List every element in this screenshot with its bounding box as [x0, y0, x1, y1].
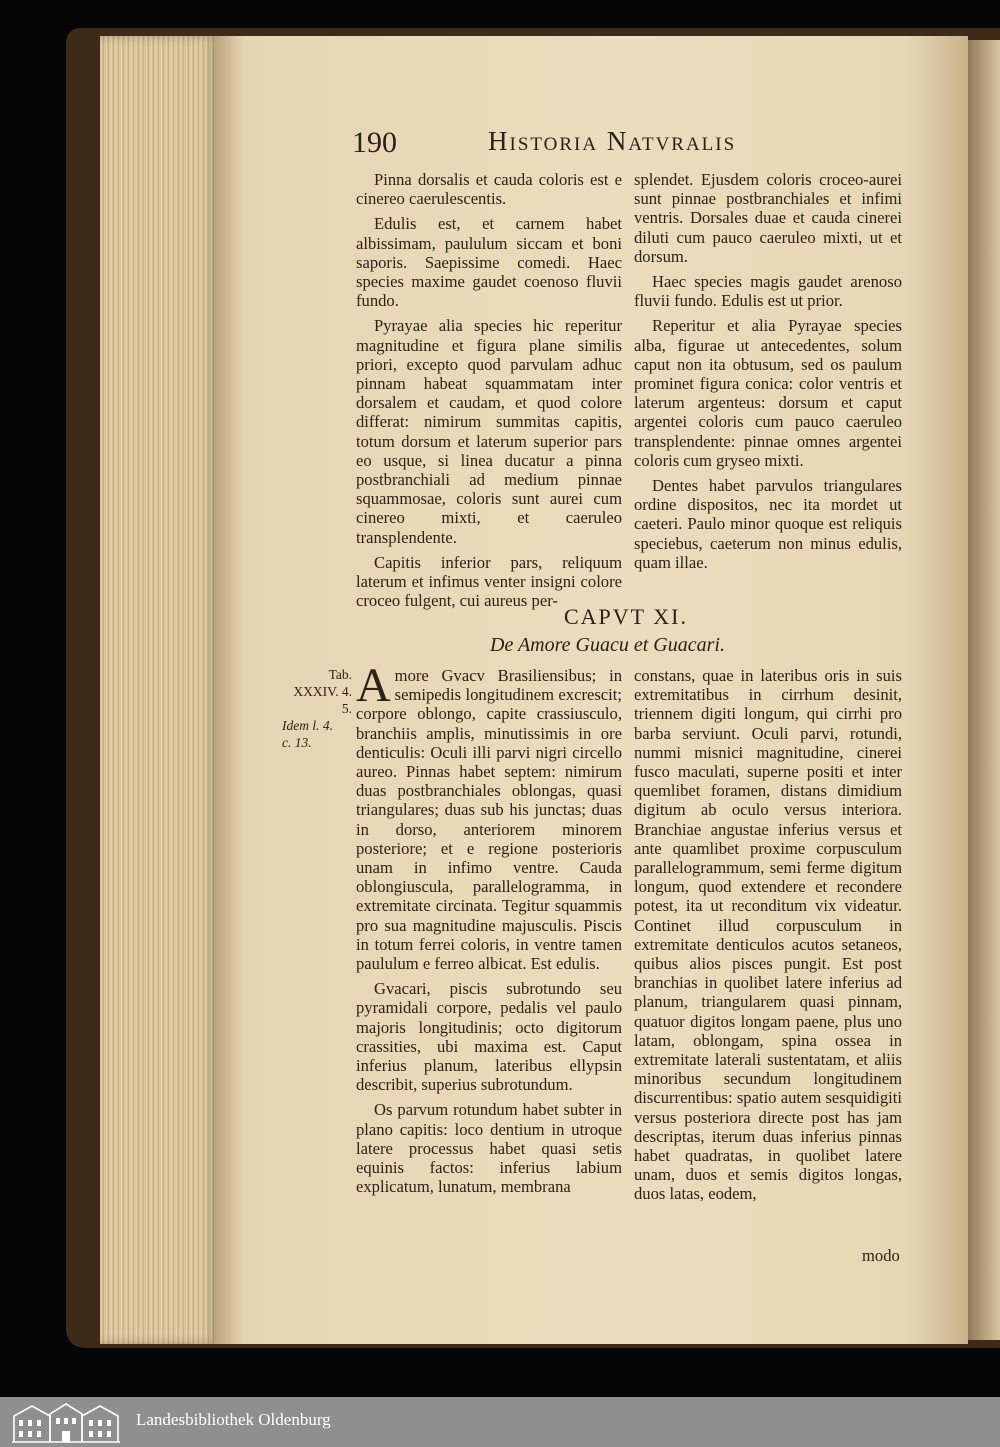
chapter-subtitle: De Amore Guacu et Guacari.	[490, 634, 725, 656]
lower-left-column	[356, 659, 622, 1202]
margin-plate: XXXIV. 4.	[293, 684, 352, 699]
margin-fig: 5.	[341, 701, 352, 716]
paragraph: Reperitur et alia Pyrayae species alba, figurae ut antecedentes, solum caput non ita obtusum, sed os paulum prominet figura conica: color ventris et laterum argenteus: dorsum et caput argentei coloris cum pauco caeruleo transplendente: pinnae omnes argentei coloris cum gryseo mixti.	[634, 316, 902, 470]
paragraph: Haec species magis gaudet arenoso fluvii fundo. Edulis est ut prior.	[634, 272, 902, 311]
margin-tab: Tab.	[328, 667, 352, 682]
paragraph: Pinna dorsalis et cauda coloris est e cinereo caerulescentis.	[356, 170, 622, 209]
paragraph: Dentes habet parvulos triangulares ordine dispositos, nec ita mordet ut caeteri. Paulo minor quoque est reliquis speciebus, caeterum non minus edulis, quam illae.	[634, 476, 902, 572]
library-name: Landesbibliothek Oldenburg	[136, 1410, 331, 1429]
paragraph: Capitis inferior pars, reliquum laterum et infimus venter insigni colore croceo fulgent, cui aureus per-	[356, 552, 622, 611]
paragraph: constans, quae in lateribus oris in suis extremitatibus in cirrhum desinit, triennem digiti longum, qui cirrhi pro barba serviunt. Oculi parvi, rotundi, nummi misnici magnitudine, cinerei fusco maculati, superne positi et inter quemlibet foramen, distans dimidium digitum ab oculo versus interiora. Branchiae angustae inferius versus et ante quamlibet proxime corpusculum parallelogrammum, semi ferme digitum longum, quod extendere et recondere potest, ita ut reconditum vix videatur. Continet illud corpusculum in extremitate denticulos acutos setaneos, quibus alios pisces pungit. Est post branchias in quolibet latere inferius ad planum, triangularem quasi pinnam, quatuor digitos longam paene, plus uno latam, oblongam, spina ossea in extremitate laterali sustentatam, et aliis minoribus secundum longitudinem discurrentibus: spatio autem sesquidigiti versus posteriora directe post has jam descriptas, iterum duas inferius pinnas habet quadratas, in quolibet latere unam, duos et semis digitos longas, duos latas, eodem,	[634, 666, 902, 1204]
upper-right-column	[634, 170, 902, 578]
footer-bar	[0, 1397, 1000, 1447]
paragraph-text: more Gvacv Brasiliensibus; in semipedis longitudinem excrescit; corpore oblongo, capite crassiusculo, branchiis amplis, minutissimis in ore denticulis: Oculi illi parvi nigri circello aureo. Pinnas habet septem: nimirum duas postbranchiales oblongas, quasi triangulares; duas sub his junctas; duas in dorso, anteriorem minorem posteriore; et e regione posterioris unam in infimo ventre. Cauda oblongiuscula, parallelogramma, in extremitate circinata. Tegitur squammis pro sua magnitudine majusculis. Piscis in totum ferrei coloris, in ventre tamen paululum e ferreo albicat. Est edulis.	[356, 666, 622, 974]
page-edges	[100, 36, 218, 1344]
chapter-title: CAPVT XI.	[564, 604, 688, 629]
paragraph: Gvacari, piscis subrotundo seu pyramidali corpore, pedalis vel paulo majoris longitudinis; octo digitorum crassities, ubi maxima est. Caput inferius planum, lateribus ellypsin describit, superius subrotundum.	[356, 979, 622, 1095]
paragraph: Os parvum rotundum habet subter in plano capitis: loco dentium in utroque latere processus habet quasi setis equinis factos: inferius labium explicatum, lunatum, membrana	[356, 1100, 622, 1197]
drop-cap: A	[356, 659, 391, 712]
catchword: modo	[862, 1246, 900, 1265]
margin-ref: Idem l. 4.	[282, 718, 333, 733]
margin-ref: c. 13.	[282, 735, 312, 750]
page-number: 190	[352, 126, 397, 159]
paragraph: Pyrayae alia species hic reperitur magnitudine et figura plane similis priori, excepto quod parvulam adhuc pinnam habeat squammatam inter dorsalem et caudam, et quod colore differat: nimirum summitas capitis, totum dorsum et laterum superior pars eo usque, si linea ducatur a pinna postbranchiali ad medium pinnae squammosae, coloris sunt aurei cum cinereo mixti, et caeruleo transplendente.	[356, 316, 622, 547]
facing-page-edge	[968, 40, 1000, 1340]
running-head: Historia Natvralis	[488, 126, 737, 156]
library-building-icon	[10, 1400, 122, 1444]
paragraph	[356, 659, 622, 974]
paragraph: splendet. Ejusdem coloris croceo-aurei sunt pinnae postbranchiales et infimi ventris. Dorsales duae et cauda cinerei diluti cum pauco caeruleo mixti, ut et dorsum.	[634, 170, 902, 266]
lower-right-column	[634, 666, 902, 1210]
paragraph: Edulis est, et carnem habet albissimam, paululum siccam et boni saporis. Saepissime comedi. Haec species maxime gaudet coenoso fluvii fundo.	[356, 214, 622, 311]
upper-left-column	[356, 170, 622, 616]
margin-note	[278, 666, 352, 751]
